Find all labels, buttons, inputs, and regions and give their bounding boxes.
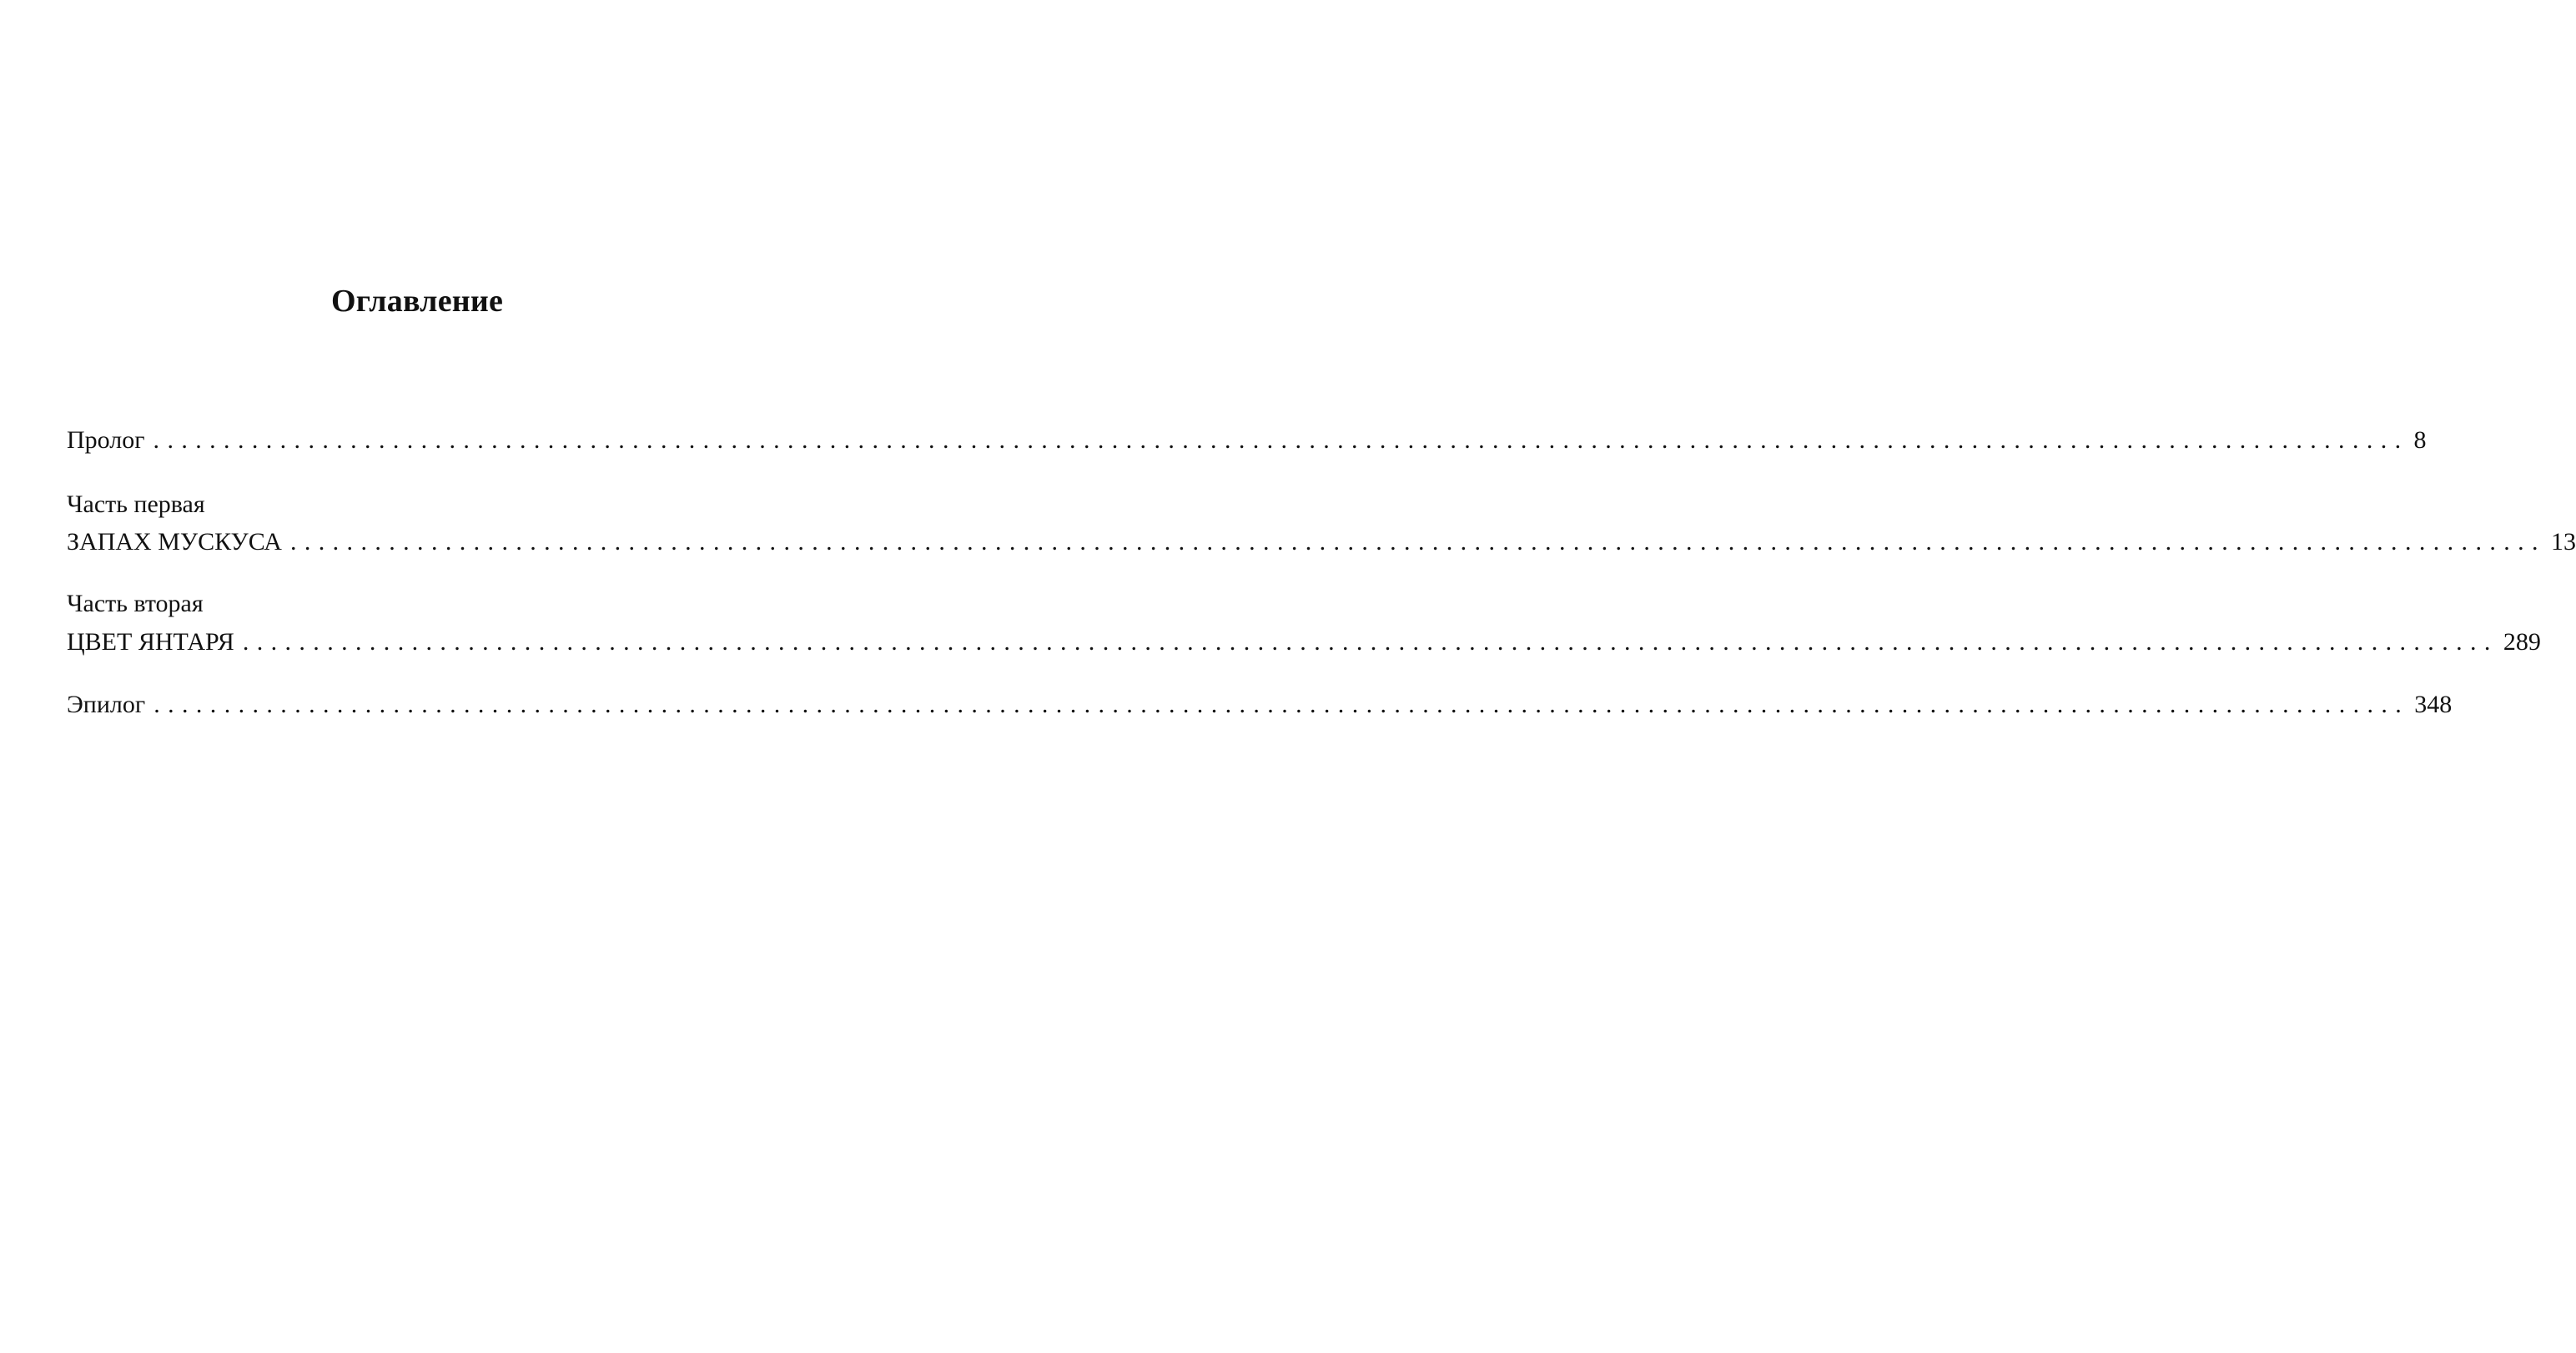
dot-leader: ................................................................................................................................................................ (289, 528, 2546, 556)
dot-leader: ................................................................................................................................................................ (242, 628, 2498, 656)
dot-leader: ................................................................................................................................................................ (153, 426, 2409, 454)
toc-part-label: Часть первая (67, 490, 205, 518)
toc-entry-title: ЦВЕТ ЯНТАРЯ (67, 628, 234, 656)
toc-page-number: 348 (2414, 691, 2453, 718)
toc-part-label: Часть вторая (67, 590, 204, 617)
toc-entry-title: ЗАПАХ МУСКУСА (67, 528, 282, 556)
toc-page-number: 289 (2503, 628, 2541, 656)
dot-leader: ................................................................................................................................................................ (153, 691, 2410, 718)
toc-entry-title: Эпилог (67, 691, 146, 718)
toc-page-number: 8 (2413, 426, 2427, 454)
toc-entry-part-one (67, 527, 2576, 557)
toc-page-number: 13 (2550, 528, 2576, 556)
page-title: Оглавление (330, 284, 504, 319)
toc-entry-title: Пролог (67, 426, 145, 454)
toc-entry-epilogue (67, 690, 2453, 720)
toc-entry-prologue (67, 425, 2427, 455)
toc-entry-part-two (67, 627, 2541, 657)
